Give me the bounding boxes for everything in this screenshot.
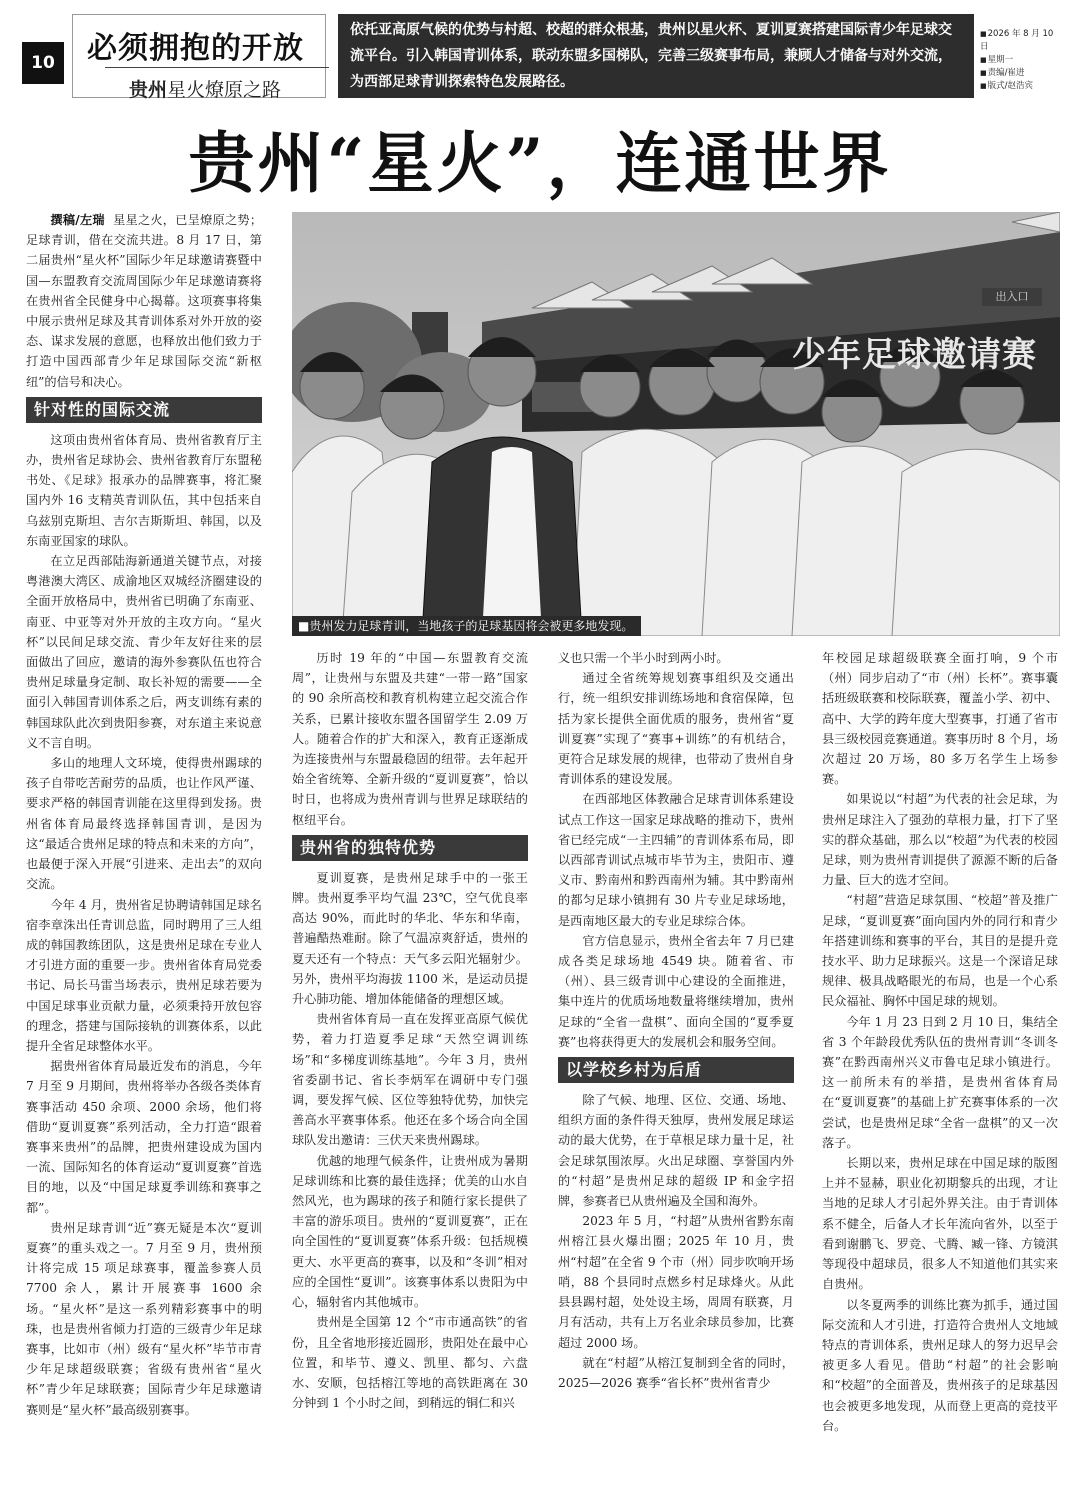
paragraph: 贵州省体育局一直在发挥亚高原气候优势，着力打造夏季足球“天然空调训练场”和“多梯度训练基地”。今年 3 月，贵州省委副书记、省长李炳军在调研中专门强调，要发挥气候、区位等独特优势，加快完善高水平赛事体系。他还在多个场合向全国球队发出邀请：三伏天来贵州踢球。: [292, 1012, 528, 1148]
subhead-schools-villages: 以学校乡村为后盾: [558, 1057, 794, 1083]
paragraph: 今年 1 月 23 日到 2 月 10 日，集结全省 3 个年龄段优秀队伍的贵州青训“冬训冬赛”在黔西南州兴义市鲁屯足球小镇进行。这一前所未有的举措，是贵州省体育局在“夏训夏赛”的基础上扩充赛事体系的一次尝试，也是贵州足球“全省一盘棋”的又一次落子。: [822, 1014, 1058, 1150]
article-column-3: [558, 648, 794, 1393]
paragraph: 除了气候、地理、区位、交通、场地、组织方面的条件得天独厚，贵州发展足球运动的最大优势，在于草根足球力量十足，社会足球氛围浓厚。火出足球圈、享誉国内外的“村超”是贵州足球的超级 IP 和金字招牌，参赛者已从贵州遍及全国和海外。: [558, 1093, 794, 1209]
section-subtitle: [129, 75, 281, 102]
subhead-international-exchange: 针对性的国际交流: [26, 397, 262, 423]
paragraph: 通过全省统筹规划赛事组织及交通出行，统一组织安排训练场地和食宿保障，包括为家长提供全面优质的服务，贵州省“夏训夏赛”实现了“赛事+训练”的有机结合，更符合足球发展的规律，也带动了贵州自身青训体系的建设发展。: [558, 671, 794, 787]
article-photo: [292, 212, 1060, 636]
paragraph: 历时 19 年的“中国—东盟教育交流周”，让贵州与东盟及共建“一带一路”国家的 90 余所高校和教育机构建立起交流合作关系，已累计接收东盟各国留学生 2.09 万人。随着合作的扩大和深入，教育正逐渐成为连接贵州与东盟最稳固的纽带。去年起开始全省统筹、全新升级的“夏训夏赛”，恰以时日，也将成为贵州青训与世界足球联结的枢纽平台。: [292, 651, 528, 827]
paragraph: 在西部地区体教融合足球青训体系建设试点工作这一国家足球战略的推动下，贵州省已经完成“一主四辅”的青训体系布局，即以西部青训试点城市毕节为主，贵阳市、遵义市、黔南州和黔西南州为辅。其中黔南州的都匀足球小镇拥有 30 片专业足球场地，是西南地区最大的专业足球综合体。: [558, 792, 794, 928]
section-subtitle-bold: 贵州: [129, 79, 168, 101]
stadium-banner: 少年足球邀请赛: [792, 335, 1037, 375]
paragraph: 年校园足球超级联赛全面打响，9 个市（州）同步启动了“市（州）长杯”。赛事囊括班级联赛和校际联赛，覆盖小学、初中、高中、大学的跨年度大型赛事，打通了省市县三级校园竞赛通道。赛事历时 8 个月，场次超过 20 万场，80 多万名学生上场参赛。: [822, 651, 1058, 787]
paragraph: 今年 4 月，贵州省足协聘请韩国足球名宿李章洙出任青训总监，同时聘用了三人组成的韩国教练团队，这是贵州足球在专业人才引进方面的重要一步。贵州省体育局党委书记、局长马雷当场表示，贵州足球若要为中国足球事业贡献力量，必须秉持开放包容的理念，搭建与国际接轨的训赛体系，以此提升全省足球整体水平。: [26, 897, 262, 1053]
page-number: 10: [22, 42, 64, 84]
paragraph: 贵州足球青训“近”赛无疑是本次“夏训夏赛”的重头戏之一。7 月至 9 月，贵州预计将完成 15 项足球赛事，覆盖参赛人员 7700 余人，累计开展赛事 1600 余场。“星火杯”是这一系列精彩赛事中的明珠，也是贵州省倾力打造的三级青少年足球赛事，比如市（州）级有“星火杯”毕节市青少年足球超级联赛；省级有贵州省“星火杯”青少年足球联赛；国际青少年足球邀请赛则是“星火杯”最高级别赛事。: [26, 1220, 262, 1417]
paragraph: 官方信息显示，贵州全省去年 7 月已建成各类足球场地 4549 块。随着省、市（州）、县三级青训中心建设的全面推进，集中连片的优质场地数量将继续增加，贵州足球的“全省一盘棋”、面向全国的“夏季夏赛”也将获得更大的发展机会和服务空间。: [558, 933, 794, 1049]
section-summary: 依托亚高原气候的优势与村超、校超的群众根基，贵州以星火杯、夏训夏赛搭建国际青少年足球交流平台。引入韩国青训体系，联动东盟多国梯队，完善三级赛事布局，兼顾人才储备与对外交流，为西部足球青训探索特色发展路径。: [338, 14, 974, 98]
paragraph: 义也只需一个半小时到两小时。: [558, 651, 729, 665]
paragraph: 据贵州省体育局最近发布的消息，今年 7 月至 9 月期间，贵州将举办各级各类体育赛事活动 450 余项、2000 余场，他们将借助“夏训夏赛”系列活动，全力打造“跟着赛事来贵州”的品牌，把贵州建设成为国内一流、国际知名的体育运动“夏训夏赛”首选目的地，以及“中国足球夏季训练和赛事之都”。: [26, 1059, 262, 1215]
paragraph: 星星之火，已呈燎原之势；足球青训，借在交流共进。8 月 17 日，第二届贵州“星火杯”国际少年足球邀请赛暨中国—东盟教育交流周国际少年足球邀请赛将在贵州省全民健身中心揭幕。这项赛事将集中展示贵州足球及其青训体系对外开放的姿态、谋求发展的意愿，也释放出他们致力于打造中国西部青少年足球国际交流“新枢纽”的信号和决心。: [26, 213, 263, 389]
article-column-4: [822, 648, 1058, 1436]
dateline-layout: ■ 版式/赵浩宾: [980, 80, 1062, 93]
paragraph: 就在“村超”从榕江复制到全省的同时，2025—2026 赛季“省长杯”贵州省青少: [558, 1355, 794, 1390]
paragraph: 如果说以“村超”为代表的社会足球，为贵州足球注入了强劲的草根力量，打下了坚实的群众基础，那么以“校超”为代表的校园足球，则为贵州青训提供了源源不断的后备力量、巨大的选才空间。: [822, 792, 1058, 888]
paragraph: 夏训夏赛，是贵州足球手中的一张王牌。贵州夏季平均气温 23℃，空气优良率高达 90%，而此时的华北、华东和华南，普遍酷热难耐。除了气温凉爽舒适，贵州的夏天还有一个特点：天气多云阳光辐射少。另外，贵州平均海拔 1100 米，是运动员提升心肺功能、增加体能储备的理想区域。: [292, 870, 528, 1007]
paragraph: 在立足西部陆海新通道关键节点，对接粤港澳大湾区、成渝地区双城经济圈建设的全面开放格局中，贵州省已明确了东南亚、南亚、中亚等对外开放的主攻方向。“星火杯”以民间足球交流、青少年友好往来的层面做出了回应，邀请的海外参赛队伍也符合贵州足球量身定制、取长补短的需要——全面引入韩国青训体系之后，两支训练有素的韩国球队此次到贵阳参赛，对东道主来说意义不言自明。: [26, 554, 262, 750]
paragraph: 优越的地理气候条件，让贵州成为暑期足球训练和比赛的最佳选择；优美的山水自然风光，也为踢球的孩子和随行家长提供了丰富的游乐项目。贵州的“夏训夏赛”，正在向全国性的“夏训夏赛”体系升级：包括规模更大、水平更高的赛事，以及和“冬训”相对应的全国性“夏训”。该赛事体系以贵阳为中心，辐射省内其他城市。: [292, 1153, 528, 1310]
section-header: [72, 14, 326, 101]
photo-caption: ■贵州发力足球青训，当地孩子的足球基因将会被更多地发现。: [292, 616, 641, 636]
article-column-2: [292, 648, 528, 1413]
paragraph: 长期以来，贵州足球在中国足球的版图上并不显赫，职业化初期黎兵的出现，才让当地的足球人才引起外界关注。由于青训体系不健全，后备人才长年流向省外，以至于看到谢鹏飞、罗竞、弋腾、臧一锋、方镜淇等现役中超球员，很多人不知道他们其实来自贵州。: [822, 1156, 1058, 1292]
byline: 撰稿/左瑞: [50, 213, 105, 227]
paragraph: 2023 年 5 月，“村超”从贵州省黔东南州榕江县火爆出圈；2025 年 10 月，贵州“村超”在全省 9 个市（州）同步吹响开场哨，88 个县同时点燃乡村足球烽火。从此县县踢村超，处处设主场，周周有联赛，月月有活动，共有上万名业余球员参加，比赛超过 2000 场。: [558, 1214, 794, 1350]
subhead-unique-advantages: 贵州省的独特优势: [292, 835, 528, 861]
section-subtitle-rest: 星火燎原之路: [167, 79, 282, 101]
dateline-weekday: ■ 星期一: [980, 54, 1062, 67]
headline: 贵州“星火”，连通世界: [188, 124, 892, 202]
dateline-editor: ■ 责编/崔进: [980, 67, 1062, 80]
paragraph: “村超”营造足球氛围、“校超”普及推广足球，“夏训夏赛”面向国内外的同行和青少年搭建训练和赛事的平台，其目的是提升竞技水平、助力足球振兴。这是一个深谙足球规律、极具战略眼光的布局，也是一个心系民众福祉、胸怀中国足球的规划。: [822, 893, 1058, 1009]
dateline: [980, 28, 1062, 93]
paragraph: 这项由贵州省体育局、贵州省教育厅主办，贵州省足球协会、贵州省教育厅东盟秘书处、《足球》报承办的品牌赛事，将汇聚国内外 16 支精英青训队伍，其中包括来自乌兹别克斯坦、吉尔吉斯斯坦、韩国，以及东南亚国家的球队。: [26, 432, 262, 548]
masthead: [22, 14, 1060, 101]
dateline-date: ■ 2026 年 8 月 10 日: [980, 28, 1062, 54]
paragraph: 以冬夏两季的训练比赛为抓手，通过国际交流和人才引进，打造符合贵州人文地域特点的青训体系，贵州足球人的努力迟早会被更多人看见。借助“村超”的社会影响和“校超”的全面普及，贵州孩子的足球基因也会被更多地发现，从而登上更高的竞技平台。: [822, 1297, 1058, 1433]
article-column-1: [26, 210, 262, 1420]
section-divider: [105, 67, 329, 68]
exit-sign: 出入口: [982, 288, 1042, 306]
paragraph: 多山的地理人文环境，使得贵州踢球的孩子自带吃苦耐劳的品质，也让作风严谨、要求严格的韩国青训能在这里得到发扬。贵州省体育局最终选择韩国青训，是因为这“最适合贵州足球的特点和未来的方向”，也最便于深入开展“引进来、走出去”的双向交流。: [26, 756, 262, 892]
paragraph: 贵州是全国第 12 个“市市通高铁”的省份，且全省地形接近圆形，贵阳处在最中心位置，和毕节、遵义、凯里、都匀、六盘水、安顺，包括榕江等地的高铁距离在 30 分钟到 1 个小时之间，到稍远的铜仁和兴: [292, 1315, 528, 1411]
team-photo-illustration: [292, 212, 1060, 636]
section-title: 必须拥抱的开放: [87, 31, 304, 66]
